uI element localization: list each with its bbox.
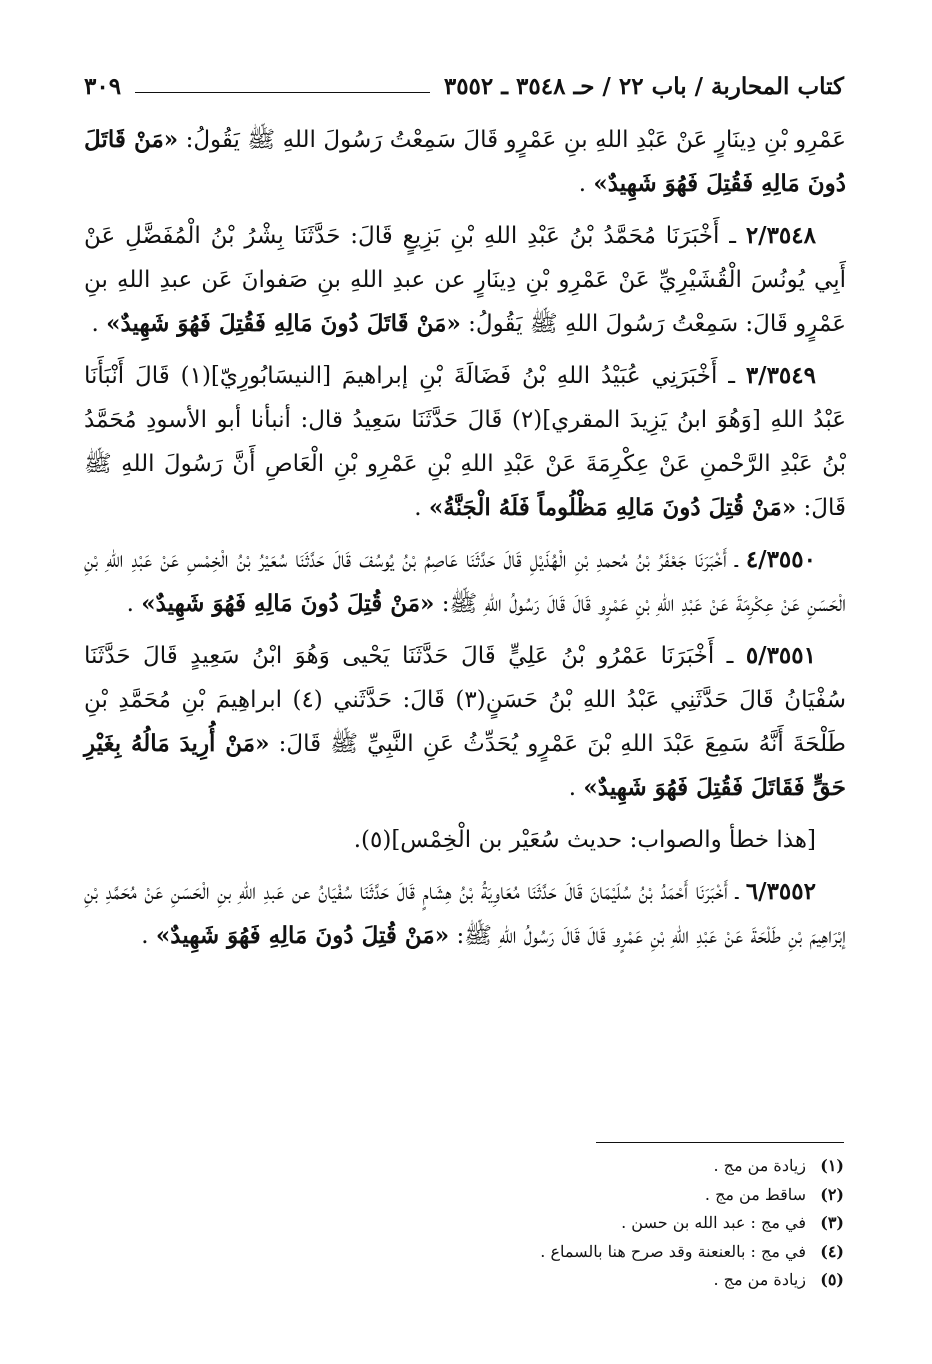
paragraph-tail: . <box>568 775 584 801</box>
footnote-text: في مج : بالعنعنة وقد صرح هنا بالسماع . <box>540 1241 806 1261</box>
hadith-quote: «مَنْ أُرِيدَ مَالُهُ بِغَيْرِ حَقٍّ فَقَاتَلَ فَقُتِلَ فَهُوَ شَهِيدٌ» <box>84 730 846 801</box>
paragraph-text: ـ أَخْبَرَنَا أَحْمَدُ بْنُ سُلَيْمَانَ قَالَ حَدَّثَنَا مُعَاوِيَةُ بْنُ هِشَامٍ قَالَ حَدَّثَنَا سُفْيَانُ عن عَبدِ اللهِ بنِ الْحَسَنِ عَنْ مُحَمَّدِ بْنِ إبْرَاهِيمَ بْنِ طَلْحَةَ عَنْ عَبْدِ اللهِ بْنِ عَمْرٍو قَالَ قَالَ رَسُولُ اللهِ ﷺ: <box>84 879 846 949</box>
header-rule <box>135 92 430 93</box>
footnote <box>344 1181 844 1210</box>
footnote <box>344 1209 844 1238</box>
paragraph-text: [هذا خطأ والصواب: حديث سُعَيْر بن الْخِمْس](٥). <box>353 827 816 853</box>
hadith-number: ٣/٣٥٤٩ <box>745 362 816 389</box>
hadith-quote: «مَنْ قَاتَلَ دُونَ مَالِهِ فَقُتِلَ فَهُوَ شَهِيدٌ» <box>106 310 461 337</box>
header-title: كتاب المحاربة / باب ٢٢ / حـ ٣٥٤٨ ـ ٣٥٥٢ <box>443 72 844 100</box>
hadith-paragraph <box>84 538 846 626</box>
hadith-number: ٢/٣٥٤٨ <box>745 222 816 249</box>
paragraph-text: ـ أَخْبَرَنَا عَمْرُو بْنُ عَلِيٍّ قَالَ حَدَّثَنَا يَحْيى وَهُوَ ابْنُ سَعِيدٍ قَالَ حَدَّثَنَا سُفْيَانُ قَالَ حَدَّثَنِي عَبْدُ اللهِ بْنُ حَسَنٍ(٣) قَالَ: حَدَّثَني (٤) ابراهِيمَ بْنِ مُحَمَّدِ بْنِ طَلْحَةَ أَنَّهُ سَمِعَ عَبْدَ اللهِ بْنَ عَمْرٍو يُحَدِّثُ عَنِ النَّبِيِّ ﷺ قَالَ: <box>84 643 847 757</box>
main-text <box>84 118 846 966</box>
hadith-paragraph <box>84 214 846 346</box>
paragraph-text: عَمْرِو بْنِ دِينَارٍ عَنْ عَبْدِ اللهِ بنِ عَمْرٍو قَالَ سَمِعْتُ رَسُولَ اللهِ ﷺ يَقُولُ: <box>178 127 846 153</box>
footnote-text: ساقط من مج . <box>704 1184 806 1204</box>
paragraph-tail: . <box>578 171 594 197</box>
footnote-divider <box>596 1142 844 1143</box>
hadith-number: ٥/٣٥٥١ <box>745 642 816 669</box>
paragraph-tail: . <box>414 495 429 521</box>
hadith-paragraph <box>84 870 846 958</box>
footnote-text: زيادة من مج . <box>713 1156 806 1175</box>
hadith-quote: «مَنْ قَاتَلَ دُونَ مَالِهِ فَقُتِلَ فَهُوَ شَهِيدٌ» <box>84 126 846 197</box>
footnote-mark: (١) <box>820 1156 844 1175</box>
hadith-number: ٦/٣٥٥٢ <box>745 878 816 905</box>
paragraph-tail: . <box>141 923 156 949</box>
footnote-text: في مج : عبد الله بن حسن . <box>621 1213 806 1232</box>
hadith-paragraph <box>84 634 846 810</box>
footnote <box>344 1152 844 1181</box>
editor-note <box>84 818 846 862</box>
hadith-quote: «مَنْ قُتِلَ دُونَ مَالِهِ مَظْلُوماً فَلَهُ الْجَنَّةُ» <box>428 494 797 521</box>
hadith-number: ٤/٣٥٥٠ <box>745 546 816 573</box>
footnote-mark: (٤) <box>820 1241 844 1261</box>
paragraph-tail: . <box>91 311 107 337</box>
paragraph-text: ـ أَخْبَرَنَا جَعْفَرُ بْنُ مُحمدِ بْنِ الْهُذَيْلِ قَالَ حَدَّثَنَا عَاصِمُ بْنُ يُوسُفَ قَالَ حَدَّثَنَا سُعَيْرُ بْنُ الْخِمْسِ عَنْ عَبْدِ اللهِ بْنِ الْحَسَنِ عَنْ عِكْرِمَةَ عَنْ عَبْدِ اللهِ بْنِ عَمْرٍو قَالَ قَالَ رَسُولُ اللهِ ﷺ: <box>84 547 846 617</box>
footnote <box>344 1238 844 1267</box>
footnote-mark: (٥) <box>820 1270 844 1289</box>
footnotes <box>344 1152 844 1295</box>
paragraph-tail: . <box>126 591 142 617</box>
footnote-text: زيادة من مج . <box>713 1270 806 1289</box>
footnote <box>344 1266 844 1295</box>
hadith-quote: «مَنْ قُتِلَ دُونَ مَالِهِ فَهُوَ شَهِيدٌ» <box>155 922 450 949</box>
paragraph-text: ـ أَخْبَرَنَا مُحَمَّدُ بْنُ عَبْدِ اللهِ بْنِ بَزِيعٍ قَالَ: حَدَّثَنَا بِشْرُ بْنُ الْمُفَضَّلِ عَنْ أَبِي يُونُسَ الْقُشَيْرِيِّ عَنْ عَمْرِو بْنِ دِينَارٍ عن عبدِ اللهِ بنِ صَفوانَ عَن عبدِ اللهِ بنِ عَمْرٍو قَالَ: سَمِعْتُ رَسُولَ اللهِ ﷺ يَقُولُ: <box>84 223 846 337</box>
running-header <box>84 66 844 106</box>
page-number: ٣٠٩ <box>84 72 122 100</box>
footnote-mark: (٢) <box>820 1184 844 1204</box>
footnote-mark: (٣) <box>820 1213 844 1232</box>
hadith-paragraph <box>84 354 846 530</box>
hadith-quote: «مَنْ قُتِلَ دُونَ مَالِهِ فَهُوَ شَهِيدٌ» <box>141 590 435 617</box>
paragraph-text: ـ أَخْبَرَنِي عُبَيْدُ اللهِ بْنُ فَضَالَةَ بْنِ إبراهيمَ [النيسَابُورِيّ](١) قَالَ أَنْبَأَنَا عَبْدُ اللهِ [وَهُوَ ابنُ يَزِيدَ المقري](٢) قَالَ حَدَّثَنَا سَعِيدُ قال: أنبأنا أبو الأسودِ مُحَمَّدُ بْنُ عَبْدِ الرَّحْمنِ عَنْ عِكْرِمَةَ عَنْ عَبْدِ اللهِ بْنِ عَمْرِو بْنِ الْعَاصِ أَنَّ رَسُولَ اللهِ ﷺ قَالَ: <box>84 363 847 521</box>
hadith-paragraph <box>84 118 846 206</box>
